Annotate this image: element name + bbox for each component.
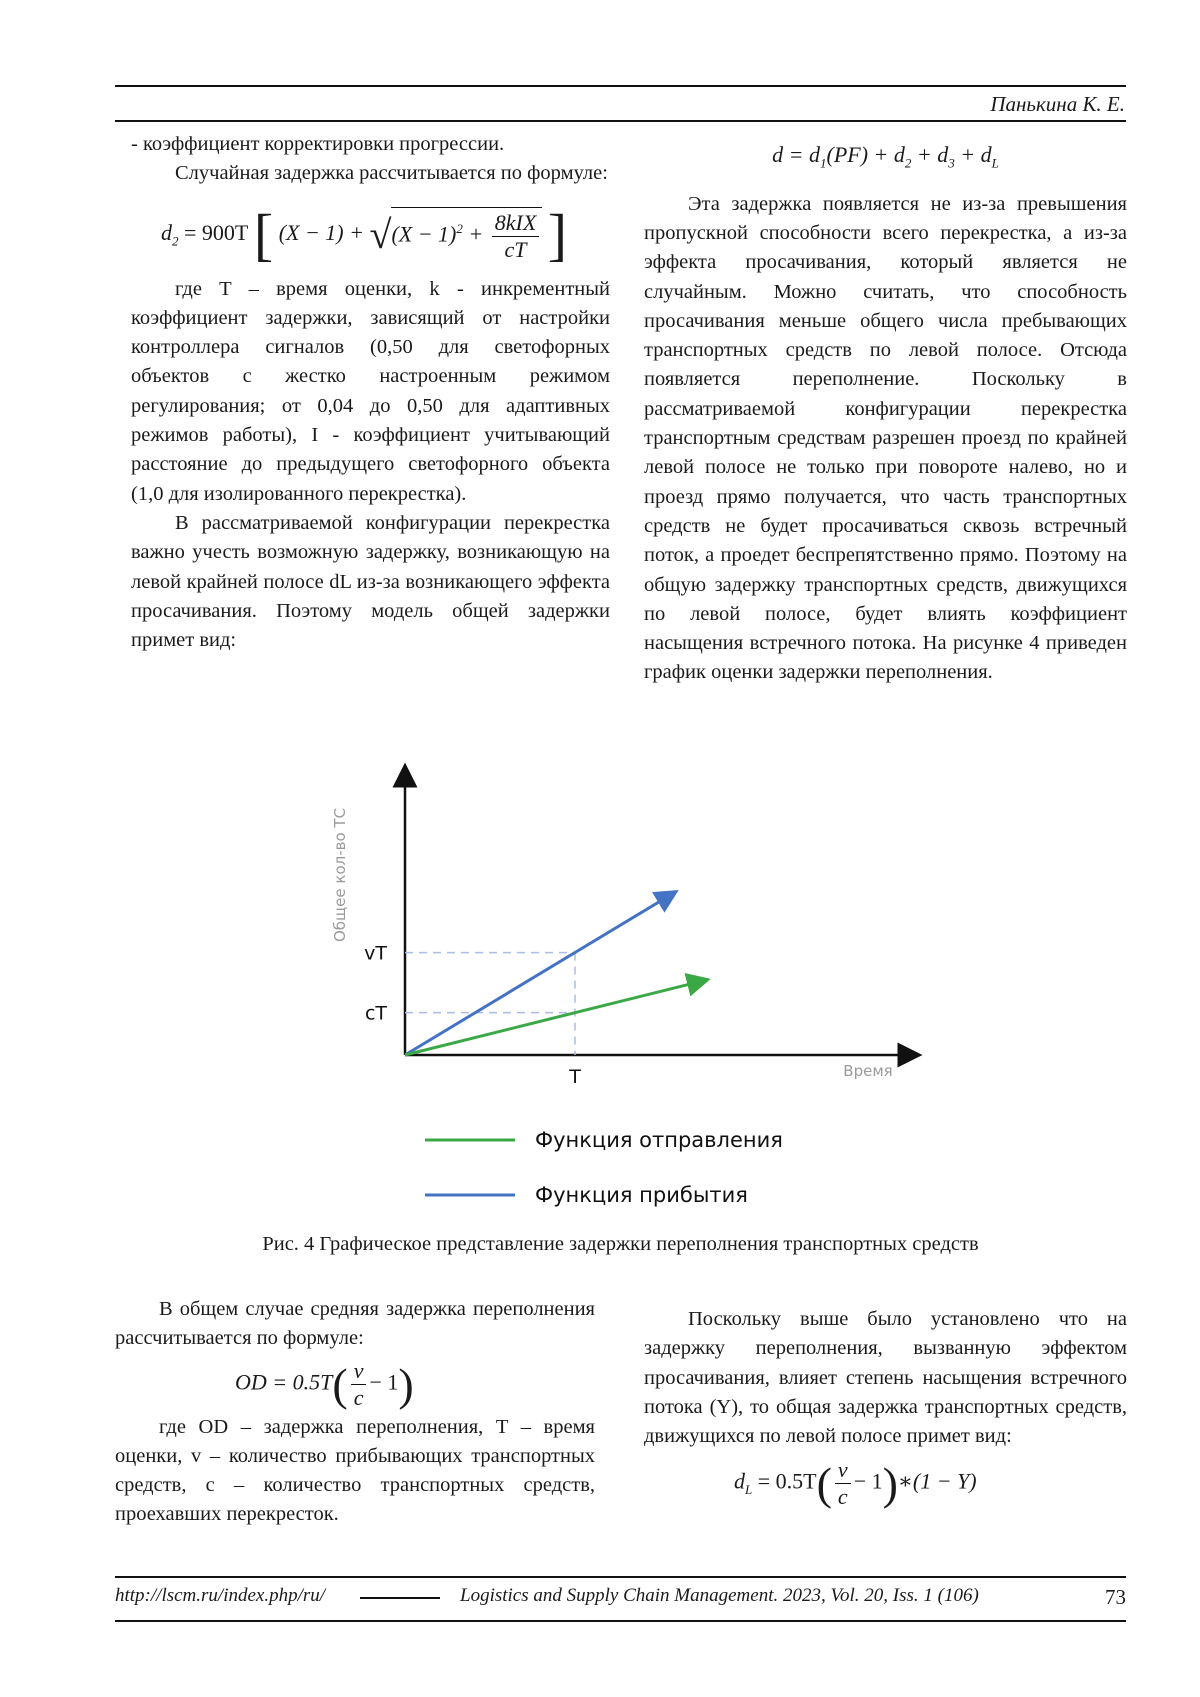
formula-left-lane-delay: dL = 0.5T( v c − 1)∗(1 − Y) — [734, 1457, 1127, 1510]
paragraph: В общем случае средняя задержка переполнения рассчитывается по формуле: — [115, 1295, 595, 1354]
bottom-right-column — [644, 1305, 1127, 1510]
legend-arrival-label: Функция прибытия — [535, 1183, 748, 1207]
y-axis-title: Общее кол-во ТС — [331, 808, 349, 942]
bottom-left-column — [115, 1295, 595, 1530]
paragraph: где T – время оценки, k - инкрементный коэффициент задержки, зависящий от настройки контроллера сигналов (0,50 для светофорных объектов с жестко настроенным режимом регулирования; от 0,04 до 0,50 для адаптивных режимов работы), I - коэффициент учитывающий расстояние до предыдущего светофорного объекта (1,0 для изолированного перекрестка). — [131, 275, 610, 509]
left-column — [131, 130, 610, 655]
formula-overflow-delay: OD = 0.5T( v c − 1) — [235, 1358, 595, 1411]
overflow-delay-chart — [0, 755, 1200, 1255]
series-line-departure — [405, 982, 699, 1055]
y-tick-label-cT: cT — [365, 1003, 387, 1025]
paragraph: Эта задержка появляется не из-за превышения пропускной способности всего перекрестка, а из-за эффекта просачивания, который является не случайным. Можно считать, что способность просачивания меньше общего числа пребывающих транспортных средств по левой полосе. Отсюда появляется переполнение. Поскольку в рассматриваемой конфигурации перекрестка транспортным средствам разрешен проезд по крайней левой полосе не только при повороте налево, но и проезд прямо получается, что часть транспортных средств не будет просачиваться сквозь встречный поток, а проедет беспрепятственно прямо. Поэтому на общую задержку транспортных средств, движущихся по левой полосе, будет влиять коэффициент насыщения встречного потока. На рисунке 4 приведен график оценки задержки переполнения. — [644, 190, 1127, 688]
footer-rule-top — [115, 1576, 1126, 1578]
footer-dash — [360, 1597, 440, 1599]
x-tick-label-T: T — [568, 1066, 581, 1088]
series-line-arrival — [405, 896, 669, 1055]
header-rule-top — [115, 85, 1126, 87]
paragraph: где OD – задержка переполнения, T – время оценки, v – количество прибывающих транспортных средств, c – количество транспортных средств, проехавших перекресток. — [115, 1413, 595, 1530]
legend-departure-label: Функция отправления — [535, 1128, 783, 1152]
y-tick-label-vT: vT — [364, 943, 387, 965]
header-rule-bottom — [115, 120, 1126, 122]
paragraph: - коэффициент корректировки прогрессии. — [131, 130, 610, 159]
footer-rule-bottom — [115, 1620, 1126, 1622]
paragraph: В рассматриваемой конфигурации перекрестка важно учесть возможную задержку, возникающую на левой крайней полосе dL из-за возникающего эффекта просачивания. Поэтому модель общей задержки примет вид: — [131, 509, 610, 655]
formula-total-delay: d = d1(PF) + d2 + d3 + dL — [644, 140, 1127, 178]
formula-random-delay: d2 = 900T [ (X − 1) + √(X − 1)2 + 8kIX cT ] — [161, 197, 610, 269]
x-axis-title: Время — [843, 1062, 892, 1080]
paragraph: Случайная задержка рассчитывается по формуле: — [131, 159, 610, 188]
running-header-author: Панькина К. Е. — [990, 92, 1125, 117]
footer-url[interactable]: http://lscm.ru/index.php/ru/ — [115, 1585, 325, 1607]
page-number: 73 — [1105, 1585, 1126, 1610]
footer-journal: Logistics and Supply Chain Management. 2023, Vol. 20, Iss. 1 (106) — [460, 1585, 979, 1607]
figure-caption: Рис. 4 Графическое представление задержки переполнения транспортных средств — [115, 1230, 1126, 1259]
paragraph: Поскольку выше было установлено что на задержку переполнения, вызванную эффектом просачивания, влияет степень насыщения встречного потока (Y), то общая задержка транспортных средств, движущихся по левой полосе примет вид: — [644, 1305, 1127, 1451]
right-column — [644, 140, 1127, 688]
